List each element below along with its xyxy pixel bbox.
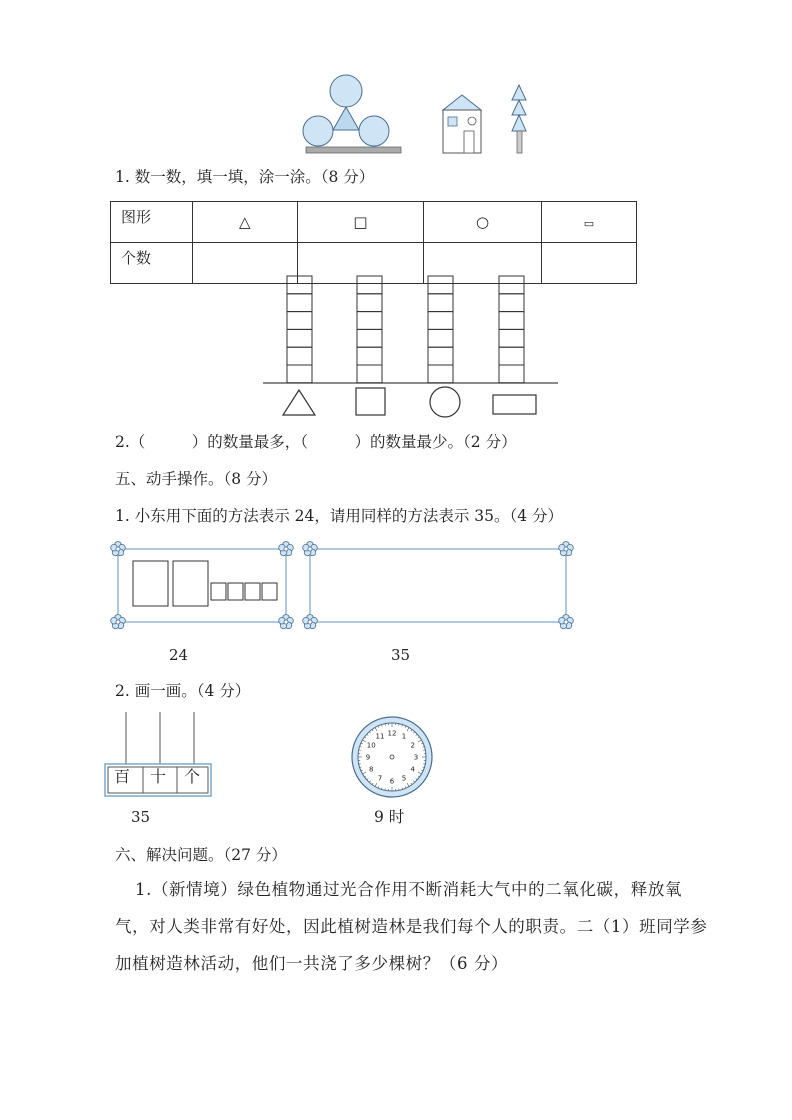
shape-square-base	[356, 388, 385, 415]
bar-cell[interactable]	[499, 294, 524, 312]
bar-cell[interactable]	[499, 312, 524, 330]
section-5-title: 五、动手操作。（8 分）	[115, 470, 278, 488]
bar-cell[interactable]	[499, 365, 524, 383]
bar-cell[interactable]	[287, 365, 312, 383]
clock-number: 3	[413, 753, 419, 762]
bar-column-rectangle[interactable]	[499, 276, 524, 383]
ones-blocks	[211, 583, 277, 600]
bar-column-triangle[interactable]	[287, 276, 312, 383]
bar-cell[interactable]	[357, 312, 382, 330]
clock-number: 11	[375, 732, 385, 741]
shape-cell-circle	[424, 202, 542, 243]
bar-cell[interactable]	[428, 312, 453, 330]
bar-cell[interactable]	[428, 365, 453, 383]
clock-number: 10	[366, 741, 376, 750]
bar-cell[interactable]	[499, 329, 524, 347]
problem-1-line-1: 1.（新情境）绿色植物通过光合作用不断消耗大气中的二氧化碳，释放氧	[135, 880, 683, 899]
bar-cell[interactable]	[499, 347, 524, 365]
bar-cell[interactable]	[357, 365, 382, 383]
bar-cell[interactable]	[428, 347, 453, 365]
clock-number: 12	[387, 729, 397, 738]
coloring-bar-chart	[0, 270, 792, 420]
bar-cell[interactable]	[357, 276, 382, 294]
flower-icon	[279, 615, 294, 629]
abacus-label-tens: 十	[150, 767, 167, 786]
bar-cell[interactable]	[287, 294, 312, 312]
problem-1-line-2: 气，对人类非常有好处，因此植树造林是我们每个人的职责。二（1）班同学参	[115, 917, 708, 936]
bar-cell[interactable]	[287, 276, 312, 294]
answer-area-35[interactable]	[312, 551, 564, 620]
section-6-title: 六、解决问题。（27 分）	[115, 846, 287, 864]
bar-column-circle[interactable]	[428, 276, 453, 383]
bar-cell[interactable]	[357, 347, 382, 365]
clock-number: 7	[377, 774, 383, 783]
flower-icon	[111, 542, 126, 556]
question-2-label: 2.（ ）的数量最多，（ ）的数量最少。（2 分）	[115, 433, 517, 451]
clock-number: 5	[401, 774, 407, 783]
number-representation-frames	[0, 537, 792, 647]
clock-number: 9	[365, 753, 371, 762]
clock-face[interactable]	[342, 710, 442, 810]
bar-cell[interactable]	[428, 276, 453, 294]
rectangle-symbol: ▭	[583, 217, 595, 230]
flower-icon	[111, 615, 126, 629]
question-1-label: 1. 数一数，填一填，涂一涂。（8 分）	[115, 168, 375, 186]
bar-cell[interactable]	[287, 329, 312, 347]
circle-symbol: ○	[476, 213, 490, 231]
tens-blocks	[133, 561, 208, 606]
house-figure	[443, 95, 481, 153]
problem-1-line-3: 加植树造林活动，他们一共浇了多少棵树？（6 分）	[115, 954, 509, 973]
bar-cell[interactable]	[357, 329, 382, 347]
bar-cell[interactable]	[357, 294, 382, 312]
clock-number: 2	[410, 741, 416, 750]
triangle-symbol: △	[239, 213, 251, 231]
number-label-35: 35	[391, 646, 411, 664]
row-header-count: 个数	[111, 243, 193, 284]
shape-cell-rectangle	[541, 202, 636, 243]
clock-number: 8	[368, 765, 374, 774]
clock-caption: 9 时	[374, 808, 405, 826]
square-symbol: □	[353, 213, 368, 231]
section-5-question-2: 2. 画一画。（4 分）	[115, 682, 251, 700]
bar-cell[interactable]	[287, 347, 312, 365]
section-5-question-1: 1. 小东用下面的方法表示 24，请用同样的方法表示 35。（4 分）	[115, 507, 564, 525]
clock-number: 1	[401, 732, 407, 741]
flower-icon	[279, 542, 294, 556]
abacus-number-35: 35	[131, 808, 151, 826]
shape-triangle-base	[283, 390, 315, 415]
clock-number: 6	[389, 777, 395, 786]
abacus-label-hundreds: 百	[114, 767, 131, 786]
circles-triangle-figure	[303, 75, 401, 153]
bar-cell[interactable]	[428, 329, 453, 347]
bar-cell[interactable]	[287, 312, 312, 330]
abacus-label-ones: 个	[184, 767, 201, 786]
row-header-shape: 图形	[111, 202, 193, 243]
shape-cell-triangle	[193, 202, 298, 243]
tree-figure	[512, 85, 526, 153]
number-label-24: 24	[169, 646, 189, 664]
shape-circle-base	[430, 387, 460, 417]
shape-figures-illustration	[0, 0, 792, 160]
clock-number: 4	[410, 765, 416, 774]
shape-cell-square	[297, 202, 424, 243]
bar-column-square[interactable]	[357, 276, 382, 383]
shape-rectangle-base	[493, 395, 536, 414]
bar-cell[interactable]	[428, 294, 453, 312]
bar-cell[interactable]	[499, 276, 524, 294]
